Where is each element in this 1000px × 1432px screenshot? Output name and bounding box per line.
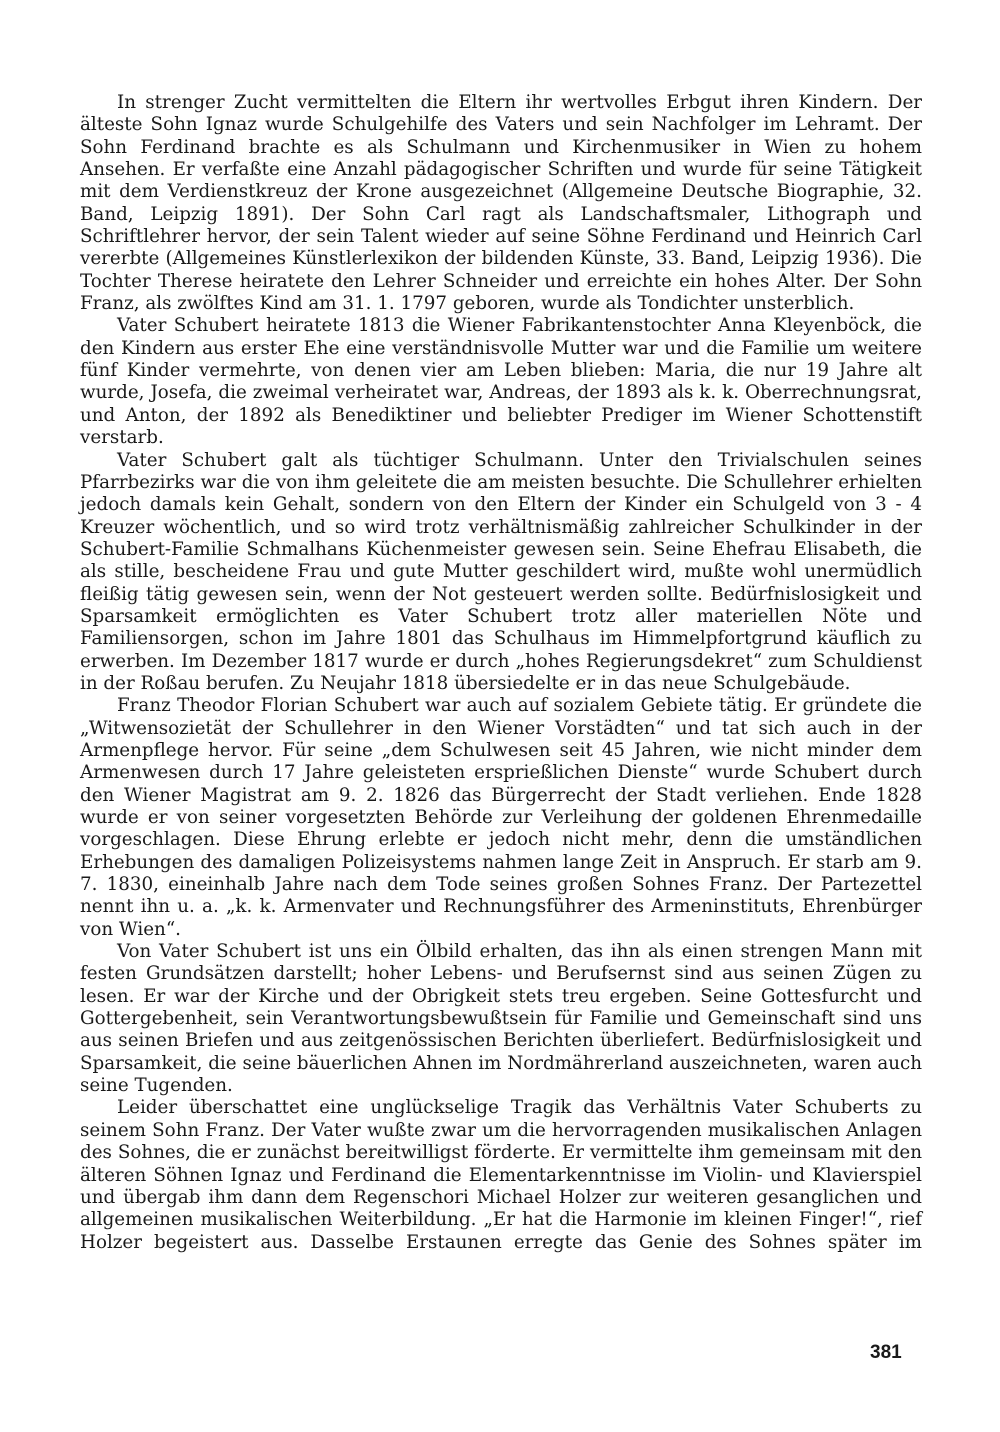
paragraph-4: Franz Theodor Florian Schubert war auch auf sozialem Gebiete tätig. Er gründete die „Witwensozietät der Schullehrer in den Wiener Vorstädten“ und tat sich auch in der Armenpflege hervor. Für seine „dem Schulwesen seit 45 Jahren, wie nicht minder dem Armenwesen durch 17 Jahre geleisteten ersprießlichen Dienste“ wurde Schubert durch den Wiener Magistrat am 9. 2. 1826 das Bürgerrecht der Stadt verliehen. Ende 1828 wurde er von seiner vorgesetzten Behörde zur Verleihung der goldenen Ehrenmedaille vorgeschlagen. Diese Ehrung erlebte er jedoch nicht mehr, denn die umständlichen Erhebungen des damaligen Polizeisystems nahmen lange Zeit in Anspruch. Er starb am 9. 7. 1830, eineinhalb Jahre nach dem Tode seines großen Sohnes Franz. Der Partezettel nennt ihn u. a. „k. k. Armenvater und Rechnungsführer des Armeninstituts, Ehrenbürger von Wien“. bbox=[80, 695, 922, 940]
paragraph-6-last: Leider überschattet eine unglückselige Tragik das Verhältnis Vater Schuberts zu seinem Sohn Franz. Der Vater wußte zwar um die hervorragenden musikalischen Anlagen des Sohnes, die er zunächst bereitwilligst förderte. Er vermittelte ihm gemeinsam mit den älteren Söhnen Ignaz und Ferdinand die Elementarkenntnisse im Violin- und Klavierspiel und übergab ihm dann dem Regenschori Michael Holzer zur weiteren gesanglichen und allgemeinen musikalischen Weiterbildung. „Er hat die Harmonie im kleinen Finger!“, rief Holzer begeistert aus. Dasselbe Erstaunen erregte das Genie des Sohnes später im bbox=[80, 1097, 922, 1253]
paragraph-2: Vater Schubert heiratete 1813 die Wiener Fabrikantenstochter Anna Kleyenböck, die den Kindern aus erster Ehe eine verständnisvolle Mutter war und die Familie um weitere fünf Kinder vermehrte, von denen vier am Leben blieben: Maria, die nur 19 Jahre alt wurde, Josefa, die zweimal verheiratet war, Andreas, der 1893 als k. k. Oberrechnungsrat, und Anton, der 1892 als Benediktiner und beliebter Prediger im Wiener Schottenstift verstarb. bbox=[80, 315, 922, 449]
page-number: 381 bbox=[870, 1342, 902, 1363]
paragraph-5: Von Vater Schubert ist uns ein Ölbild erhalten, das ihn als einen strengen Mann mit festen Grundsätzen darstellt; hoher Lebens- und Berufsernst sind aus seinen Zügen zu lesen. Er war der Kirche und der Obrigkeit stets treu ergeben. Seine Gottesfurcht und Gottergebenheit, sein Verantwortungsbewußtsein für Familie und Gemeinschaft sind uns aus seinen Briefen und aus zeitgenössischen Berichten überliefert. Bedürfnislosigkeit und Sparsamkeit, die seine bäuerlichen Ahnen im Nordmährerland auszeichneten, waren auch seine Tugenden. bbox=[80, 941, 922, 1097]
paragraph-3: Vater Schubert galt als tüchtiger Schulmann. Unter den Trivialschulen seines Pfarrbezirks war die von ihm geleitete die am meisten besuchte. Die Schullehrer erhielten jedoch damals kein Gehalt, sondern von den Eltern der Kinder ein Schulgeld von 3 - 4 Kreuzer wöchentlich, und so wird trotz verhältnismäßig zahlreicher Schulkinder in der Schubert-Familie Schmalhans Küchenmeister gewesen sein. Seine Ehefrau Elisabeth, die als stille, bescheidene Frau und gute Mutter geschildert wird, mußte wohl unermüdlich fleißig tätig gewesen sein, wenn der Not gesteuert werden sollte. Bedürfnislosigkeit und Sparsamkeit ermöglichten es Vater Schubert trotz aller materiellen Nöte und Familiensorgen, schon im Jahre 1801 das Schulhaus im Himmelpfortgrund käuflich zu erwerben. Im Dezember 1817 wurde er durch „hohes Regierungsdekret“ zum Schuldienst in der Roßau berufen. Zu Neujahr 1818 übersiedelte er in das neue Schulgebäude. bbox=[80, 449, 922, 694]
body-text bbox=[80, 92, 922, 1254]
paragraph-1: In strenger Zucht vermittelten die Eltern ihr wertvolles Erbgut ihren Kindern. Der älteste Sohn Ignaz wurde Schulgehilfe des Vaters und sein Nachfolger im Lehramt. Der Sohn Ferdinand brachte es als Schulmann und Kirchenmusiker in Wien zu hohem Ansehen. Er verfaßte eine Anzahl pädagogischer Schriften und wurde für seine Tätigkeit mit dem Verdienstkreuz der Krone ausgezeichnet (Allgemeine Deutsche Biographie, 32. Band, Leipzig 1891). Der Sohn Carl ragt als Landschaftsmaler, Lithograph und Schriftlehrer hervor, der sein Talent wieder auf seine Söhne Ferdinand und Heinrich Carl vererbte (Allgemeines Künstlerlexikon der bildenden Künste, 33. Band, Leipzig 1936). Die Tochter Therese heiratete den Lehrer Schneider und erreichte ein hohes Alter. Der Sohn Franz, als zwölftes Kind am 31. 1. 1797 geboren, wurde als Tondichter unsterblich. bbox=[80, 92, 922, 315]
